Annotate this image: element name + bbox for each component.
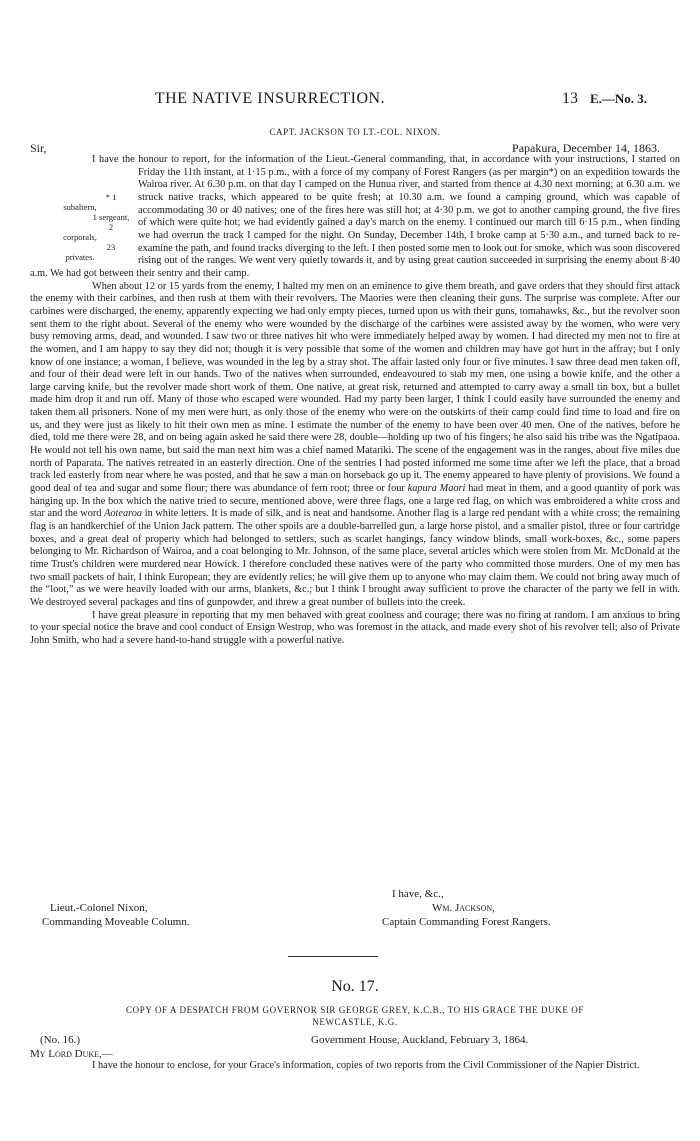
document-page	[30, 0, 680, 1141]
despatch-title	[30, 1004, 680, 1028]
body-paragraph	[30, 281, 680, 610]
despatch-paragraph: I have the honour to enclose, for your Grace's information, copies of two reports from the Civil Commissioner of the Napier District.	[92, 1060, 640, 1071]
despatch-ref-line	[30, 1034, 680, 1048]
letter-date: Papakura, December 14, 1863.	[512, 141, 660, 155]
section-divider	[288, 956, 378, 957]
intro-text-b: my company of Forest Rangers (as per margin*) on an expedition towards the Wairoa river. At 6.30 p.m. on that day I camped on the Hunua river, and started from thence at 4.30 next morning; at 6.30 a.m. we struck native tracks, which appeared to be quite fresh; at 10.30 a.m. we found a camping ground, which was capable of accommodating 30 or 40 natives; one of the fires here was still hot; at 4·30 p.m. we got to another camping ground, the five fires of which were quite hot; we had evidently gained a day's march on the enemy. I continued our march till 6·15 p.m., when finding we had overrun the track I camped for the night. On Sunday, December 14th, I broke camp at 5·30 a.m., and turned back to re-examine the path, and found tracks diverging to the left. I then posted some men to look out for smoke, which was soon discovered rising out of the ranges. We went very quietly towards it, and by using great caution succeeded in surprising the enemy about 8·40 a.m. We had got between their sentry and their camp.	[30, 166, 681, 279]
margin-note	[30, 192, 130, 262]
despatch-title-line: COPY OF A DESPATCH FROM GOVERNOR SIR GEORGE GREY, K.C.B., TO HIS GRACE THE DUKE OF	[126, 1005, 584, 1015]
aotearoa-term: Aotearoa	[104, 508, 143, 520]
despatch-body	[30, 1060, 680, 1073]
paper-reference: E.—No. 3.	[590, 91, 648, 106]
margin-note-line: * 1 subaltern,	[63, 191, 117, 212]
para2-text-b: had meat in them, and a good quantity of pork was hanging up. In the box which the native tried to secure, mentioned above, were three flags, one a large red flag, on which was embroidered a white cross and star and the word	[30, 483, 680, 520]
despatch-ref-number: (No. 16.)	[40, 1034, 81, 1046]
addressee-title: Commanding Moveable Column.	[42, 916, 190, 928]
despatch-title-line: NEWCASTLE, K.G.	[312, 1017, 398, 1027]
addressee-name: Lieut.-Colonel Nixon,	[50, 902, 148, 914]
closing: I have, &c.,	[392, 888, 444, 900]
despatch-number: No. 17.	[331, 978, 379, 995]
page-number: 13	[562, 90, 578, 107]
letter-title: CAPT. JACKSON TO LT.-COL. NIXON.	[269, 127, 441, 137]
body-paragraph: I have great pleasure in reporting that my men behaved with great coolness and courage; there was no firing at random. I am anxious to bring to your special notice the brave and cool conduct of Ensign Westrop, who was foremost in the attack, and made every shot of his revolver tell; also of Private John Smith, who had a severe hand-to-hand struggle with a powerful native.	[30, 609, 680, 646]
margin-note-line: 23 privates.	[65, 241, 116, 262]
signature-name: Wm. Jackson,	[432, 902, 495, 914]
margin-note-line: 1 sergeant,	[92, 211, 130, 222]
running-title: THE NATIVE INSURRECTION.	[154, 90, 386, 107]
despatch-salutation: My Lord Duke,—	[30, 1048, 113, 1060]
kapura-maori-term: kapura Maori	[407, 483, 466, 495]
margin-note-line: 2 corporals,	[63, 221, 114, 242]
despatch-place-date: Government House, Auckland, February 3, 1864.	[311, 1034, 529, 1046]
para2-text-a: When about 12 or 15 yards from the enemy, I halted my men on an eminence to give them breath, and gave orders that they should first attack the enemy with their carbines, and then rush at them with their revolvers. The Maories were then cleaning their guns. The surprise was complete. After our carbines were discharged, the enemy, apparently expecting we had only empty pieces, turned upon us with their guns, tomahawks, &c., but the revolver soon sent them to the right about. Several of the enemy who were wounded by the discharge of the carbines were assisted away by the women, who were very busy removing arms, dead, and wounded. I saw two or three natives hit who were immediately helped away by women. I had directed my men not to fire at the women, and I am happy to say they did not; though it is very possible that some of the women and children may have got hurt in the affray; but I only know of one instance; a woman, I believe, was wounded in the leg by a stray shot. The affair lasted only four or five minutes. I saw three dead men taken off, and four of their dead were left in our hands. Two of the natives when surrounded, endeavoured to stab my men, one using a bowie knife, and the other a large carving knife, but the revolver made short work of them. One native, at great risk, returned and attempted to carry away a small tin box, but a bullet made him drop it and run off. Many of those who escaped were wounded. Had my party been larger, I think I could easily have surrounded the enemy and taken them all prisoners. None of my men were hurt, as only those of the enemy who were on the outskirts of their camp could find time to load and fire on us, and they were just as likely to hit their own men as mine. I estimate the number of the enemy to have been over 40 men. One of the natives, before he died, told me there were 28, and on being again asked he said there were 28, double—holding up two of his fingers; he also said his tribe was the Ngatipaoa. He would not tell his own name, but said the man next him was a chief named Matariki. The scene of the engagement was in the ranges, about five miles due north of Paparata. The natives retreated in an easterly direction. One of the sentries I had posted informed me some time after we left the place, that a broad track led easterly from near where he was posted, and that he saw a man on horseback go up it. The enemy appeared to have plenty of provisions. We found a good deal of tea and sugar and some flour; there was abundance of fern root; three or four	[30, 280, 680, 495]
intro-text-a: I have the honour to report, for the information of the Lieut.-General commanding, that, in accordance with your instructions, I started on Friday the 11th instant, at 1·15 p.m., with a force of	[92, 154, 680, 178]
intro-paragraph	[30, 154, 680, 281]
salutation: Sir,	[30, 141, 47, 155]
para2-text-c: in white letters. It is made of silk, and is neat and handsome. Another flag is a large red pendant with a white cross; the remaining flag is an handkerchief of the Union Jack pattern. The other spoils are a double-barrelled gun, a large horse pistol, and a smaller pistol, three or four cartridge boxes, and a great deal of property which had belonged to settlers, such as scarlet hangings, fancy window blinds, small work-boxes, &c., some papers belonging to Mr. Richardson of Wairoa, and a coat belonging to Mr. Johnson, of the same place, several articles which were stolen from Mr. McDonald at the time Trust's children were murdered near Howick. I therefore concluded these natives were of the party who committed those murders. One of my men has two small packets of hair, I think European; they are evidently relics; he will give them up to anyone who may claim them. We could not bring away much of the “loot,” as we were heavily loaded with our arms, blankets, &c.; but I think I brought away sufficient to prove the character of the party we fell in with. We destroyed several packages and tins of gunpowder, and threw a great number of bullets into the creek.	[30, 508, 680, 608]
signature-title: Captain Commanding Forest Rangers.	[382, 916, 551, 928]
letter-body	[30, 154, 680, 648]
page-header	[30, 90, 680, 110]
